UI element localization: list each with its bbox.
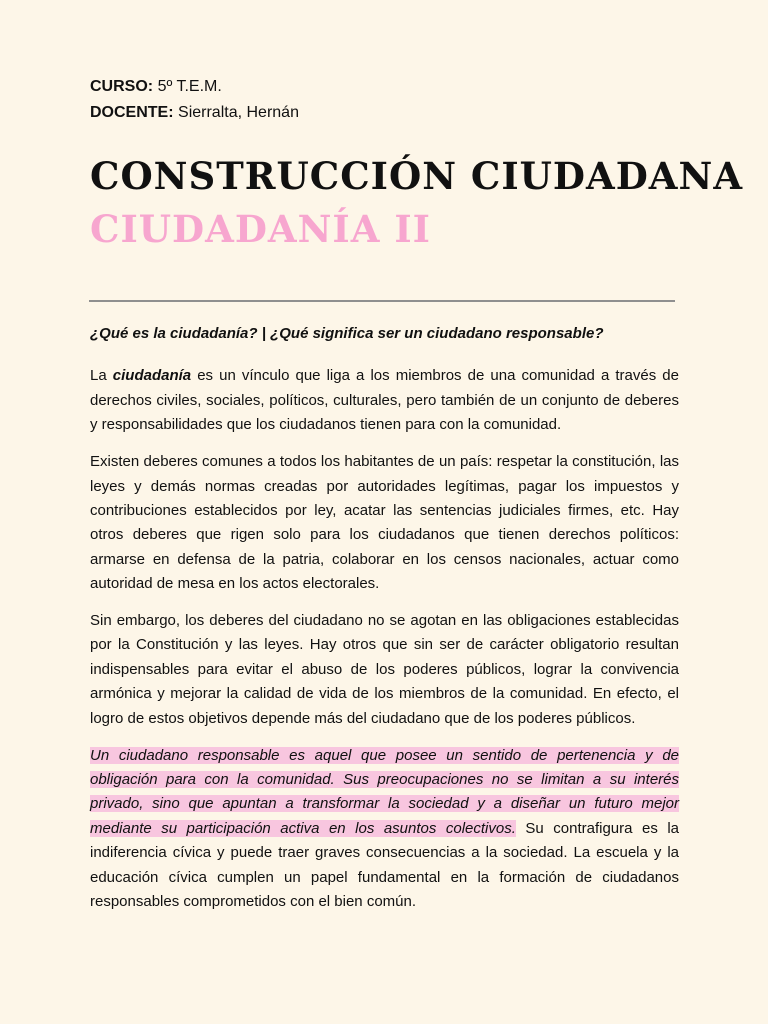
paragraph-3: Sin embargo, los deberes del ciudadano no se agotan en las obligaciones establecidas por la Constitución y las leyes. Hay otros que sin ser de carácter obligatorio resultan indispensables para evitar el abuso de los poderes públicos, lograr la convivencia armónica y mejorar la calidad de vida de los miembros de la comunidad. En efecto, el logro de estos objetivos depende más del ciudadano que de los poderes públicos.: [90, 612, 679, 727]
document-body: [90, 322, 679, 927]
paragraph-1-start: La: [90, 367, 113, 385]
course-info: [90, 74, 299, 126]
paragraph-4-rest: Su contrafigura es la indiferencia cívica y puede traer graves consecuencias a la sociedad. La escuela y la educación cívica cumplen un papel fundamental en la formación de ciudadanos responsables comprometidos con el bien común.: [90, 819, 679, 911]
divider: [89, 300, 675, 302]
paragraph-4: [90, 744, 679, 915]
highlighted-definition: Un ciudadano responsable es aquel que posee un sentido de pertenencia y de obligación para con la comunidad. Sus preocupaciones no se limitan a su interés privado, sino que apuntan a transformar la sociedad y a diseñar un futuro mejor mediante su participación activa en los asuntos colectivos.: [90, 746, 679, 837]
document-subtitle: CIUDADANÍA II: [90, 207, 431, 251]
key-term-ciudadania: ciudadanía: [112, 367, 192, 385]
paragraph-1-rest: es un vínculo que liga a los miembros de una comunidad a través de derechos civiles, sociales, políticos, culturales, pero también de un conjunto de deberes y responsabilidades que los ciudadanos tienen para con la comunidad.: [90, 367, 679, 434]
teacher-label: DOCENTE:: [90, 104, 174, 121]
section-question: ¿Qué es la ciudadanía? | ¿Qué significa ser un ciudadano responsable?: [90, 325, 604, 342]
course-label: CURSO:: [90, 78, 154, 95]
teacher-value: Sierralta, Hernán: [178, 104, 299, 121]
paragraph-1: [90, 364, 679, 437]
course-line: [90, 74, 299, 100]
document-title: CONSTRUCCIÓN CIUDADANA: [90, 154, 744, 198]
paragraph-2: Existen deberes comunes a todos los habitantes de un país: respetar la constitución, las leyes y demás normas creadas por autoridades legítimas, pagar los impuestos y contribuciones establecidos por ley, acatar las sentencias judiciales firmes, etc. Hay otros deberes que rigen solo para los ciudadanos que tienen derechos políticos: armarse en defensa de la patria, colaborar en los censos nacionales, actuar como autoridad de mesa en los actos electorales.: [90, 453, 679, 593]
teacher-line: [90, 100, 299, 126]
course-value: 5º T.E.M.: [157, 78, 222, 95]
